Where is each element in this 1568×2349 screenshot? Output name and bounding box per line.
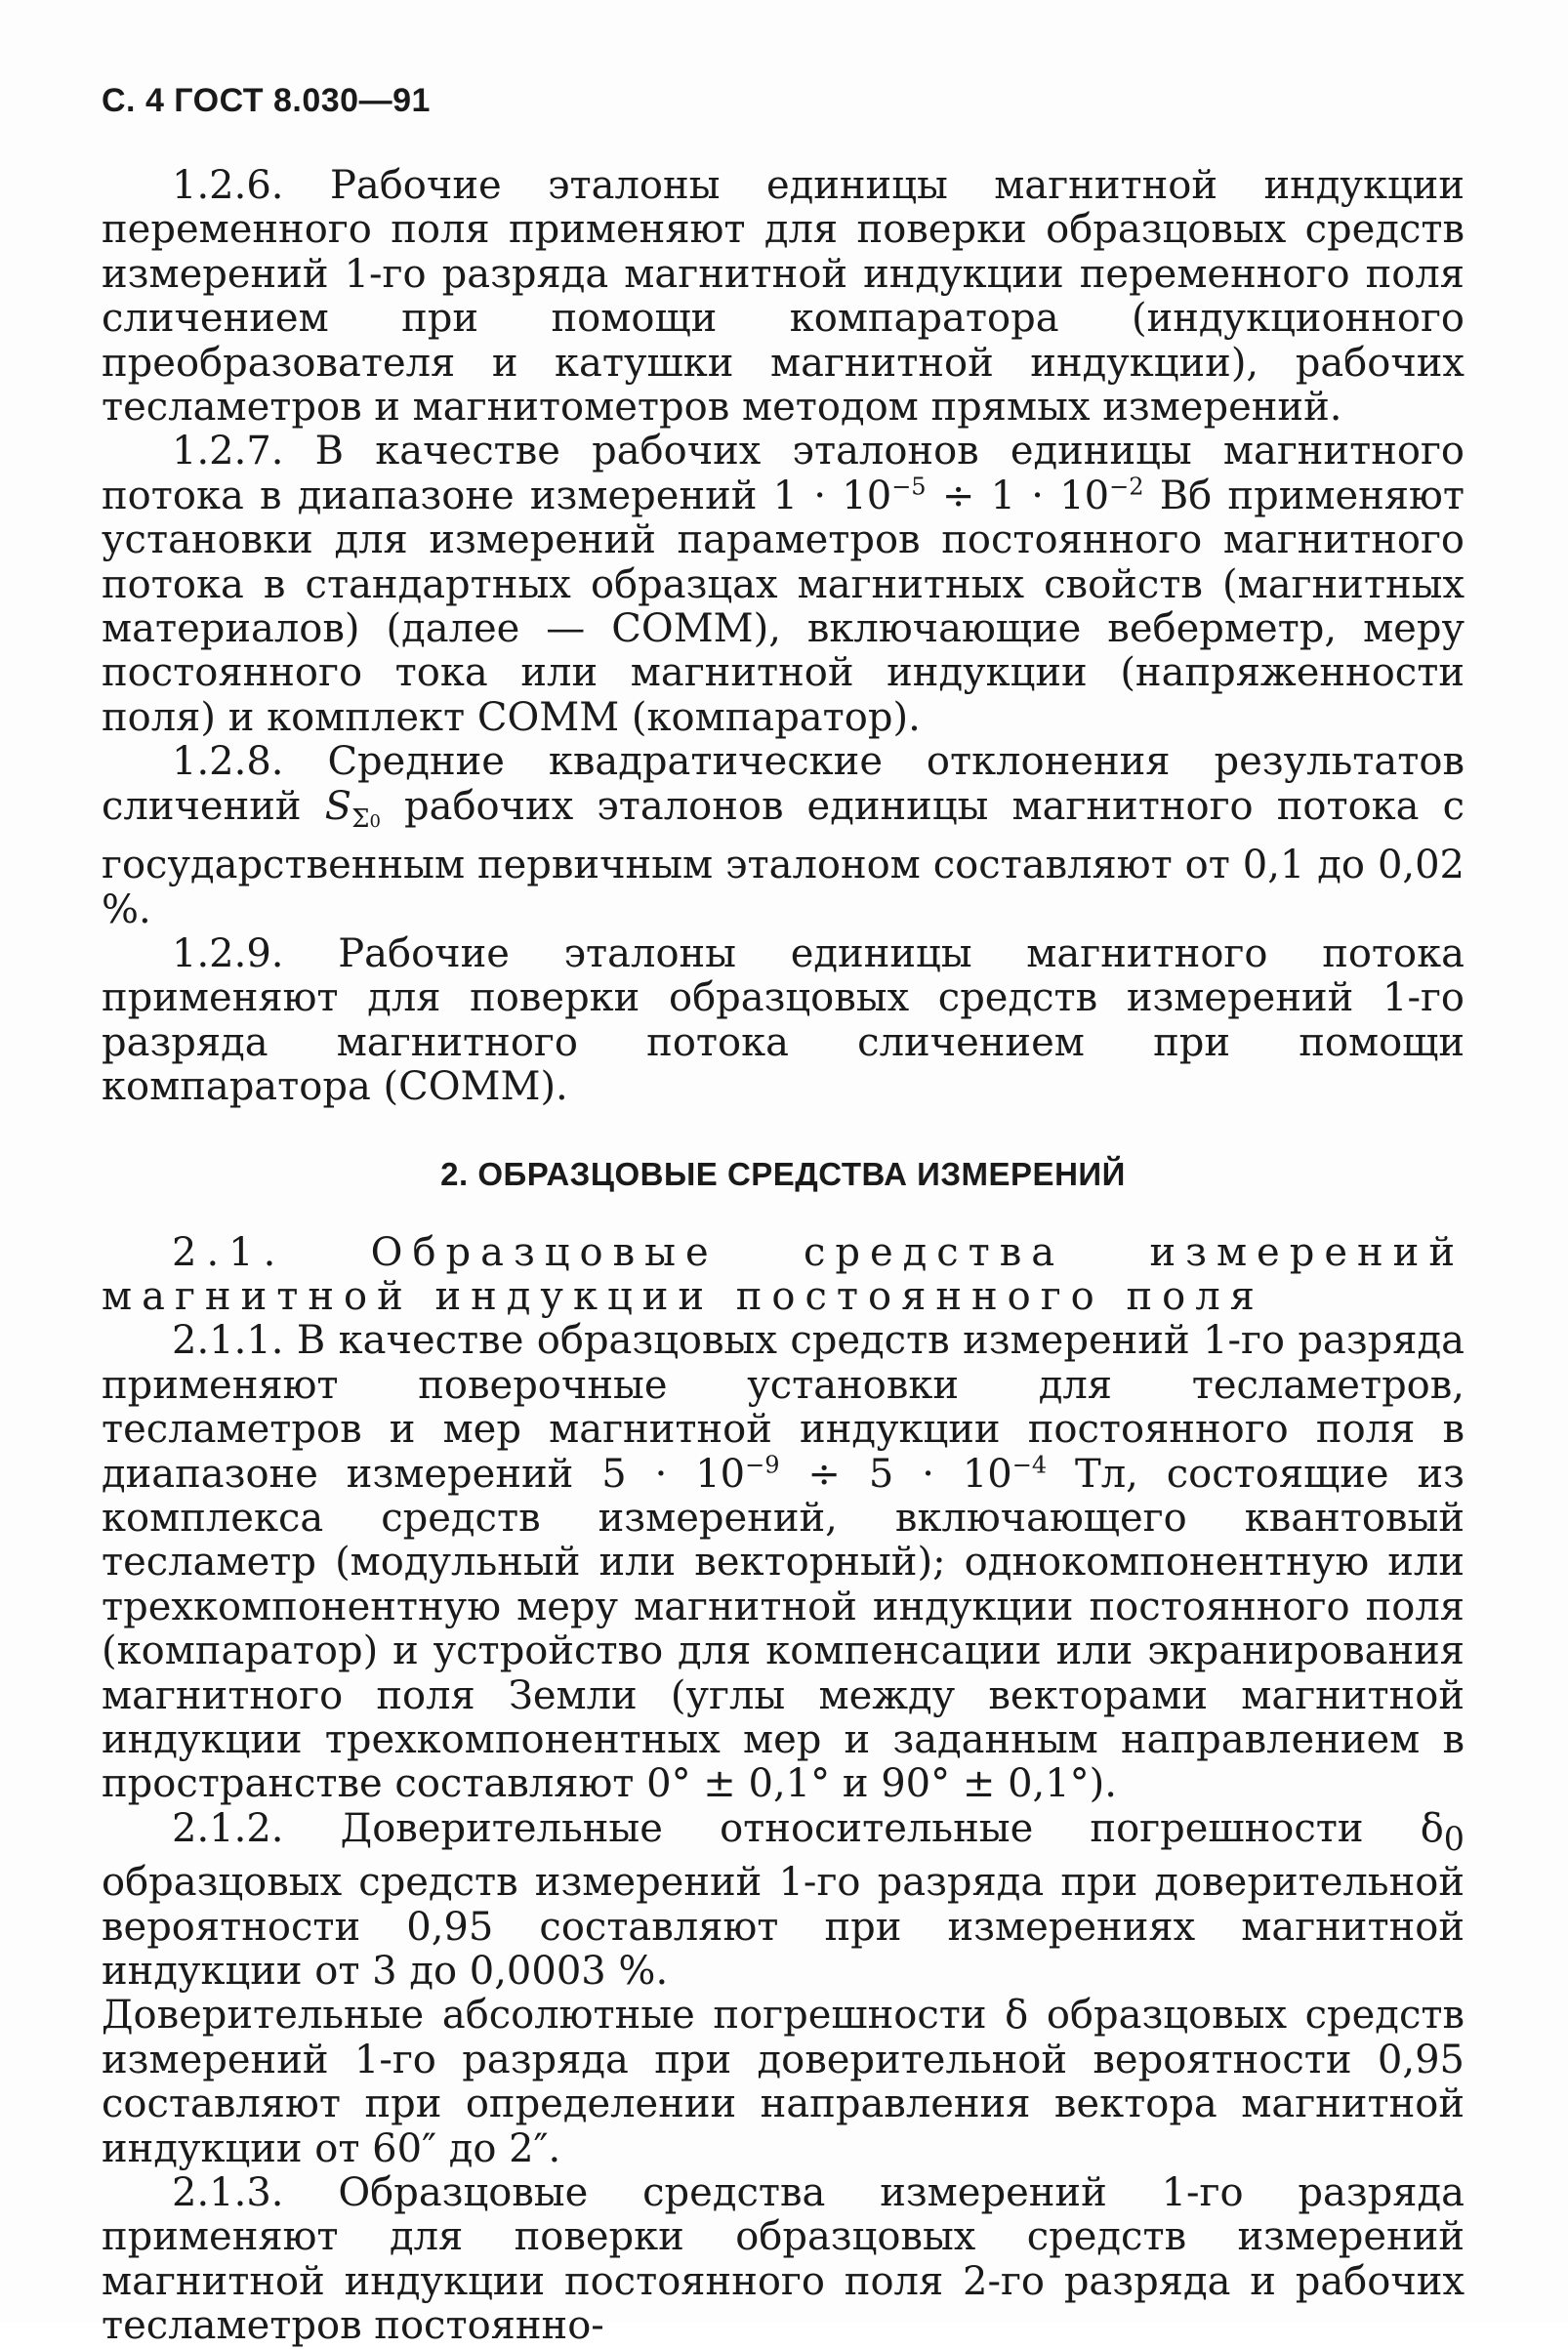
paragraph-2-1-3: 2.1.3. Образцовые средства измерений 1-го разряда применяют для поверки образцовых средств измерений магнитной индукции постоянного поля 2-го разряда и рабочих тесламетров постоянно-	[102, 2170, 1465, 2349]
exponent: −2	[1109, 473, 1144, 501]
symbol-subscript	[351, 804, 381, 834]
section-heading: 2. ОБРАЗЦОВЫЕ СРЕДСТВА ИЗМЕРЕНИЙ	[440, 1155, 1126, 1192]
paragraph-1-2-8-text-c: рабочих эталонов единицы магнитного потока с государственным первичным эталоном составляют от 0,1 до 0,02 %.	[102, 783, 1465, 932]
subscript-sigma: Σ	[351, 804, 370, 834]
paragraph-1-2-7-text-a: 1.2.7. В качестве рабочих эталонов единицы магнитного потока в диапазоне измерений 1 · 10	[102, 429, 1465, 518]
paragraph-2-1-2-continued: Доверительные абсолютные погрешности δ образцовых средств измерений 1-го разряда при доверительной вероятности 0,95 составляют при определении направления вектора магнитной индукции от 60″ до 2″.	[102, 1993, 1465, 2171]
paragraph-2-1-1-text-b: ÷ 5 · 10	[779, 1451, 1012, 1497]
exponent: −5	[891, 473, 927, 501]
paragraph-2-1-1	[102, 1319, 1465, 1806]
paragraph-1-2-6: 1.2.6. Рабочие эталоны единицы магнитной индукции переменного поля применяют для поверки образцовых средств измерений 1-го разряда магнитной индукции переменного поля сличением при помощи компаратора (индукционного преобразователя и катушки магнитной индукции), рабочих тесламетров и магнитометров методом прямых измерений.	[102, 163, 1465, 431]
paragraph-2-1-2-text-c: образцовых средств измерений 1-го разряда при доверительной вероятности 0,95 составляют при измерениях магнитной индукции от 3 до 0,0003 %.	[102, 1860, 1465, 1995]
paragraph-1-2-7-text-b: ÷ 1 · 10	[926, 473, 1110, 518]
document-body	[102, 164, 1465, 2349]
paragraph-2-1-2-text-a: 2.1.2. Доверительные относительные погрешности δ	[172, 1805, 1444, 1851]
paragraph-2-1-2	[102, 1807, 1465, 1995]
subscript-zero: 0	[369, 810, 381, 832]
page-header: С. 4 ГОСТ 8.030—91	[102, 82, 431, 119]
paragraph-1-2-9: 1.2.9. Рабочие эталоны единицы магнитного потока применяют для поверки образцовых средств измерений 1-го разряда магнитного потока сличением при помощи компаратора (СОММ).	[102, 930, 1465, 1110]
paragraph-1-2-8	[102, 740, 1465, 932]
paragraph-1-2-7	[102, 430, 1465, 740]
subscript-zero: 0	[1443, 1819, 1465, 1858]
paragraph-1-2-7-text-c: Вб применяют установки для измерений параметров постоянного магнитного потока в стандартных образцах магнитных свойств (магнитных материалов) (далее — СОММ), включающие веберметр, меру постоянного тока или магнитной индукции (напряженности поля) и комплект СОММ (компаратор).	[102, 473, 1465, 740]
paragraph-2-1: 2.1. Образцовые средства измерений магнитной индукции постоянного поля	[102, 1229, 1465, 1319]
paragraph-1-2-8-text-a: 1.2.8. Средние квадратические отклонения результатов сличений	[102, 739, 1465, 829]
exponent: −4	[1011, 1451, 1048, 1479]
exponent: −9	[745, 1451, 780, 1479]
paragraph-2-1-1-text-c: Тл, состоящие из комплекса средств измерений, включающего квантовый тесламетр (модульный или векторный); однокомпонентную или трехкомпонентную меру магнитной индукции постоянного поля (компаратор) и устройство для компенсации или экранирования магнитного поля Земли (углы между векторами магнитной индукции трехкомпонентных мер и заданным направлением в пространстве составляют 0° ± 0,1° и 90° ± 0,1°).	[102, 1451, 1465, 1807]
paragraph-2-1-1-text-a: 2.1.1. В качестве образцовых средств измерений 1-го разряда применяют поверочные установки для тесламетров, тесламетров и мер магнитной индукции постоянного поля в диапазоне измерений 5 · 10	[102, 1318, 1465, 1497]
symbol-s: S	[324, 783, 352, 829]
